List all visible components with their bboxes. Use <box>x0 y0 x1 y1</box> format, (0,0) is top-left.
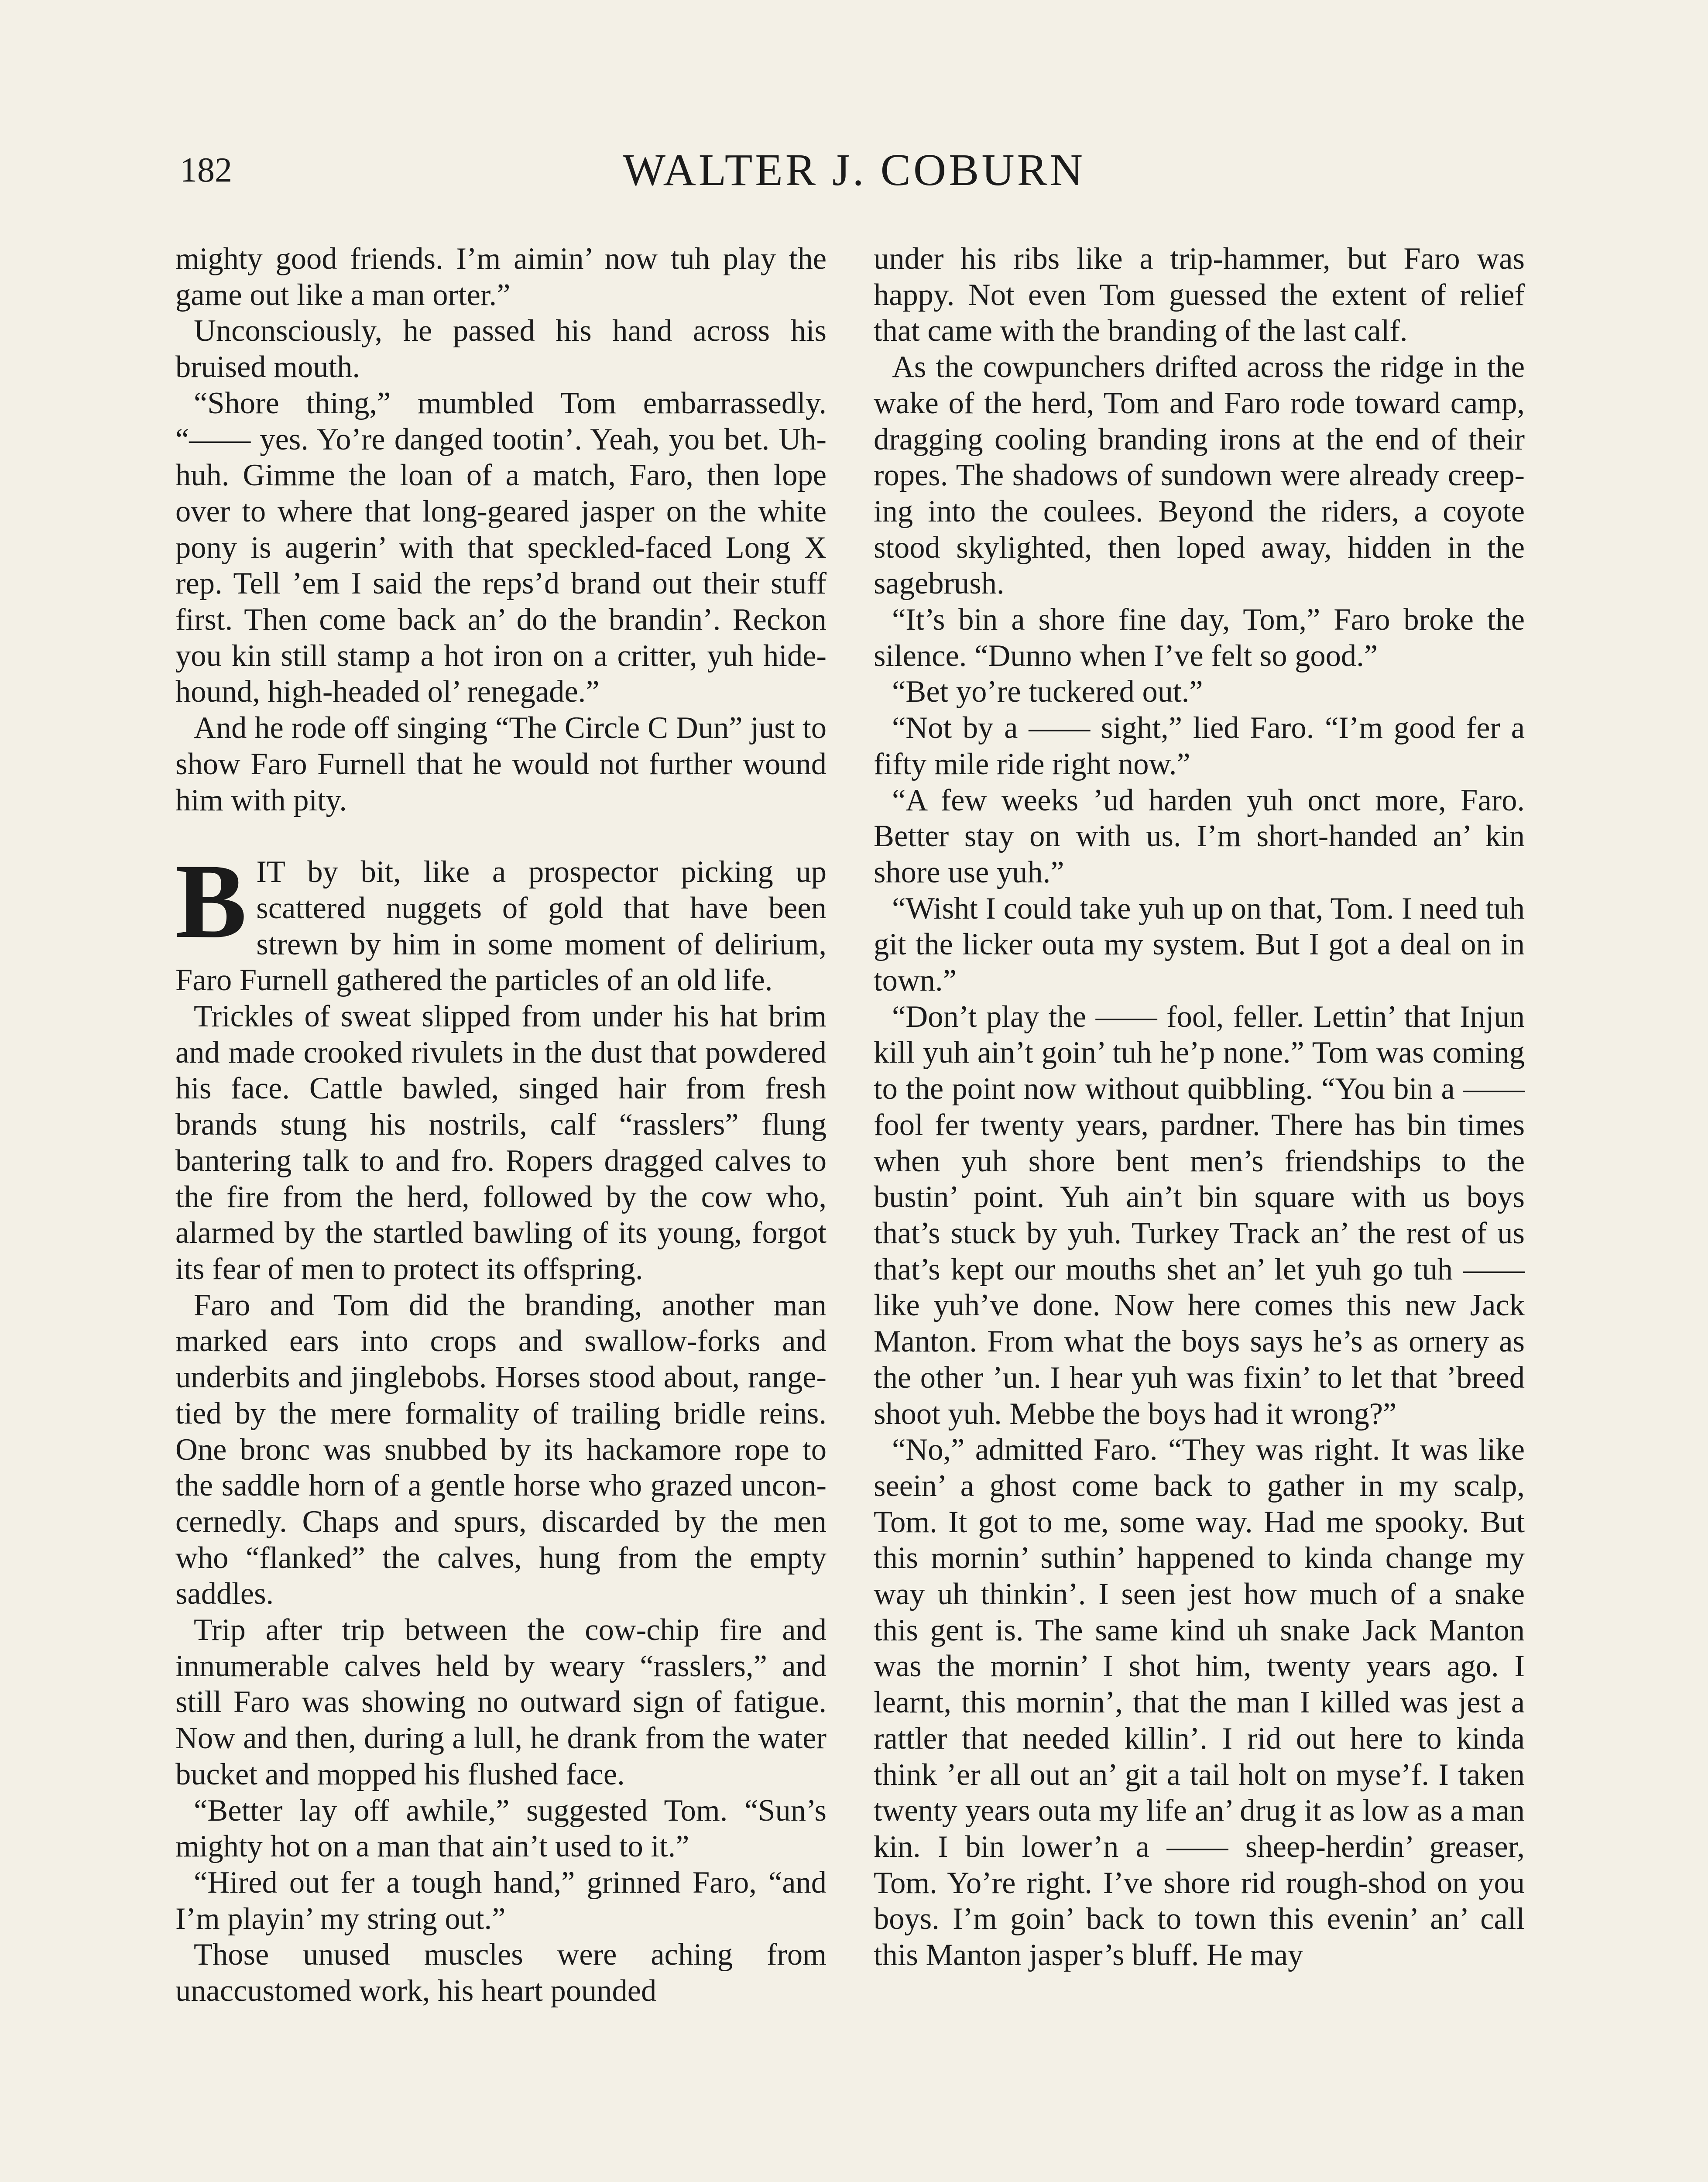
running-head-author: WALTER J. COBURN <box>622 145 1086 195</box>
paragraph: “It’s bin a shore fine day, Tom,” Faro broke the silence. “Dunno when I’ve felt so good.” <box>874 603 1525 673</box>
paragraph: As the cowpunchers drifted across the ridge in the wake of the herd, Tom and Faro rode toward camp, dragging cooling branding irons at the end of their ropes. The shadows of sundown were already creeping into the coulees. Beyond the riders, a coyote stood skylighted, then loped away, hidden in the sagebrush. <box>874 350 1525 601</box>
paragraph: Faro and Tom did the branding, another man marked ears into crops and swallow-forks and underbits and jinglebobs. Horses stood about, range-tied by the mere formality of trailing bridle reins. One bronc was snubbed by its hackamore rope to the saddle horn of a gentle horse who grazed unconcernedly. Chaps and spurs, discarded by the men who “flanked” the calves, hung from the empty saddles. <box>175 1288 827 1611</box>
paragraph: Trip after trip between the cow-chip fire and innumerable calves held by weary “rasslers,” and still Faro was showing no outward sign of fatigue. Now and then, during a lull, he drank from the water bucket and mopped his flushed face. <box>175 1613 827 1791</box>
paragraph: Those unused muscles were aching from unaccustomed work, his heart pounded <box>175 1938 827 2008</box>
section-break <box>175 818 827 854</box>
text-column-right <box>874 241 1525 1973</box>
paragraph: Trickles of sweat slipped from under his hat brim and made crooked rivulets in the dust that powdered his face. Cattle bawled, singed hair from fresh brands stung his nostrils, calf “rasslers” flung bantering talk to and fro. Ropers dragged calves to the fire from the herd, followed by the cow who, alarmed by the startled bawling of its young, forgot its fear of men to protect its offspring. <box>175 999 827 1286</box>
paragraph: mighty good friends. I’m aimin’ now tuh play the game out like a man orter.” <box>175 242 827 312</box>
paragraph: “Shore thing,” mumbled Tom embarrassedly. “—— yes. Yo’re danged tootin’. Yeah, you bet. Uh-huh. Gimme the loan of a match, Faro, then lope over to where that long-geared jasper on the white pony is augerin’ with that speckled-faced Long X rep. Tell ’em I said the reps’d brand out their stuff first. Then come back an’ do the brandin’. Reckon you kin still stamp a hot iron on a critter, yuh hide-hound, high-headed ol’ renegade.” <box>175 386 827 709</box>
paragraph: under his ribs like a trip-hammer, but Faro was happy. Not even Tom guessed the extent of relief that came with the branding of the last calf. <box>874 242 1525 348</box>
paragraph: “Hired out fer a tough hand,” grinned Faro, “and I’m playin’ my string out.” <box>175 1865 827 1936</box>
paragraph: “Better lay off awhile,” suggested Tom. “Sun’s mighty hot on a man that ain’t used to it.” <box>175 1793 827 1864</box>
paragraph: Unconsciously, he passed his hand across his bruised mouth. <box>175 314 827 384</box>
drop-cap: B <box>175 842 247 961</box>
paragraph: “Bet yo’re tuckered out.” <box>892 675 1203 709</box>
page-number: 182 <box>180 151 232 189</box>
text-column-left <box>175 241 827 2009</box>
paragraph: “Wisht I could take yuh up on that, Tom. I need tuh git the licker outa my system. But I got a deal on in town.” <box>874 891 1525 998</box>
paragraph: “A few weeks ’ud harden yuh onct more, Faro. Better stay on with us. I’m short-handed an’ kin shore use yuh.” <box>874 783 1525 889</box>
paragraph: “No,” admitted Faro. “They was right. It was like seein’ a ghost come back to gather in my scalp, Tom. It got to me, some way. Had me spooky. But this mornin’ suthin’ happened to kinda change my way uh thinkin’. I seen jest how much of a snake this gent is. The same kind uh snake Jack Manton was the mornin’ I shot him, twenty years ago. I learnt, this mornin’, that the man I killed was jest a rattler that needed killin’. I rid out here to kinda think ’er all out an’ git a tail holt on myse’f. I taken twenty years outa my life an’ drug it as low as a man kin. I bin lower’n a —— sheep-herdin’ greaser, Tom. Yo’re right. I’ve shore rid rough-shod on you boys. I’m goin’ back to town this evenin’ an’ call this Manton jasper’s bluff. He may <box>874 1433 1525 1973</box>
paragraph: And he rode off singing “The Circle C Dun” just to show Faro Furnell that he would not further wound him with pity. <box>175 711 827 817</box>
paragraph-text: IT by bit, like a prospector picking up scattered nuggets of gold that have been strewn by him in some moment of delirium, Faro Furnell gathered the particles of an old life. <box>175 855 827 998</box>
section-opening-paragraph <box>175 842 827 998</box>
paragraph: “Don’t play the —— fool, feller. Lettin’ that Injun kill yuh ain’t goin’ tuh he’p none.” Tom was coming to the point now without quibbling. “You bin a —— fool fer twenty years, pardner. There has bin times when yuh shore bent men’s friendships to the bustin’ point. Yuh ain’t bin square with us boys that’s stuck by yuh. Turkey Track an’ the rest of us that’s kept our mouths shet an’ let yuh go tuh —— like yuh’ve done. Now here comes this new Jack Manton. From what the boys says he’s as ornery as the other ’un. I hear yuh was fixin’ to let that ’breed shoot yuh. Mebbe the boys had it wrong?” <box>874 999 1525 1431</box>
paragraph: “Not by a —— sight,” lied Faro. “I’m good fer a fifty mile ride right now.” <box>874 711 1525 781</box>
